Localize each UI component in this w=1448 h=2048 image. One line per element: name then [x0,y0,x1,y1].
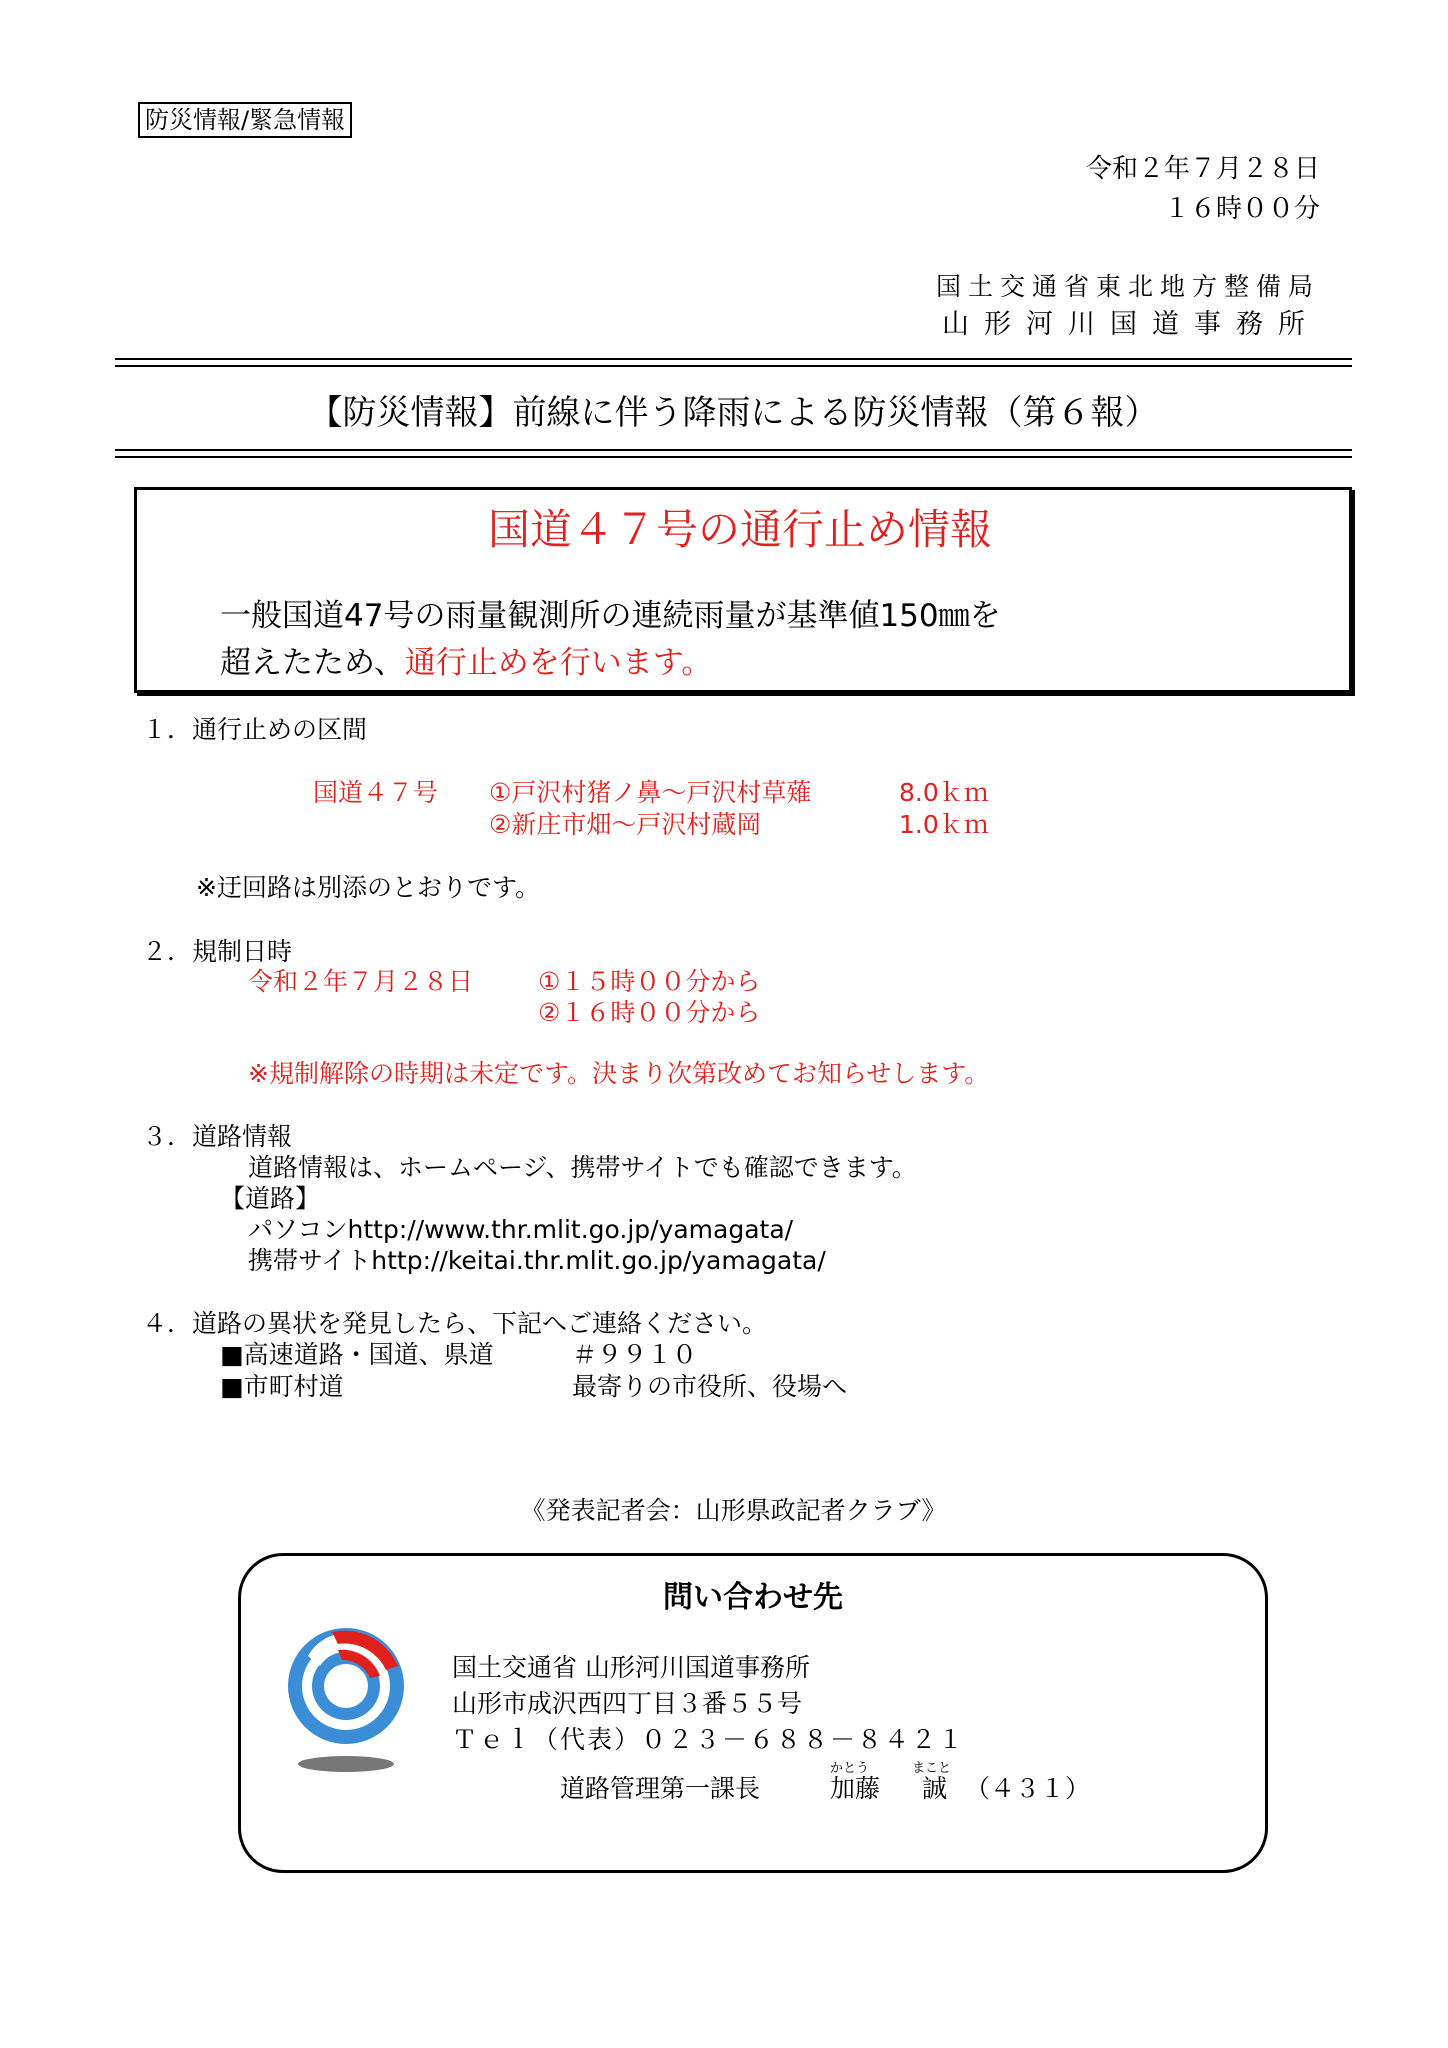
press-club: 《発表記者会：山形県政記者クラブ》 [520,1496,947,1525]
issuer-bureau: 国土交通省東北地方整備局 [935,272,1320,301]
title-rule-top [115,358,1352,367]
segment-1-distance: 8.0ｋｍ [899,778,989,807]
contact-row-2-label: ■市町村道 [220,1372,344,1401]
date: 令和２年７月２８日 [1085,154,1320,184]
contact-tel: Ｔｅｌ（代表）０２３－６８８－８４２１ [452,1725,966,1754]
segment-1-name: ①戸沢村猪ノ鼻～戸沢村草薙 [489,778,812,807]
section-1-heading: １．通行止めの区間 [142,715,368,744]
regulation-time-2: ②１６時００分から [538,998,761,1027]
contact-row-2-value: 最寄りの市役所、役場へ [572,1372,848,1401]
issuer-office: 山形河川国道事務所 [942,309,1320,340]
headline: 国道４７号の通行止め情報 [487,505,992,554]
page-title: 【防災情報】前線に伴う降雨による防災情報（第６報） [308,393,1159,433]
section-1-route: 国道４７号 [313,778,439,807]
summary-line-2-prefix: 超えたため、 [220,645,405,681]
pc-url-link[interactable]: パソコンhttp://www.thr.mlit.go.jp/yamagata/ [248,1215,794,1244]
contact-row-1-label: ■高速道路・国道、県道 [220,1340,494,1369]
title-rule-bottom [115,449,1352,458]
contact-row-1-value: ＃９９１０ [572,1340,698,1369]
section-3-heading: ３．道路情報 [142,1122,293,1151]
contact-org: 国土交通省 山形河川国道事務所 [452,1653,810,1682]
category-tag: 防災情報/緊急情報 [138,102,352,138]
contact-address: 山形市成沢西四丁目３番５５号 [452,1689,803,1718]
section-3-label: 【道路】 [220,1184,321,1213]
mlit-logo-icon [282,1620,412,1780]
regulation-date: 令和２年７月２８日 [248,967,474,996]
time: １６時００分 [1163,194,1320,224]
mobile-url-link[interactable]: 携帯サイトhttp://keitai.thr.mlit.go.jp/yamagata/ [248,1246,826,1275]
section-3-intro: 道路情報は、ホームページ、携帯サイトでも確認できます。 [248,1153,917,1182]
section-4-heading: ４．道路の異状を発見したら、下記へご連絡ください。 [142,1309,768,1338]
contact-given: 誠 [922,1774,948,1803]
contact-dept: 道路管理第一課長 [560,1774,761,1803]
summary-line-1: 一般国道47号の雨量観測所の連続雨量が基準値150㎜を [220,598,1001,634]
contact-surname: 加藤 [830,1774,881,1803]
surname-ruby: かとう [830,1761,870,1776]
section-2-heading: ２．規制日時 [142,937,293,966]
summary-line-2-red: 通行止めを行います。 [404,645,713,681]
segment-2-distance: 1.0ｋｍ [899,810,989,839]
contact-title: 問い合わせ先 [663,1580,843,1615]
regulation-time-1: ①１５時００分から [538,967,761,996]
contact-ext: （４３１） [965,1774,1091,1803]
section-1-note: ※迂回路は別添のとおりです。 [196,873,540,902]
given-ruby: まこと [912,1761,952,1776]
summary-line-2 [220,642,712,685]
segment-2-name: ②新庄市畑～戸沢村蔵岡 [489,810,762,839]
section-2-note: ※規制解除の時期は未定です。決まり次第改めてお知らせします。 [248,1059,990,1088]
